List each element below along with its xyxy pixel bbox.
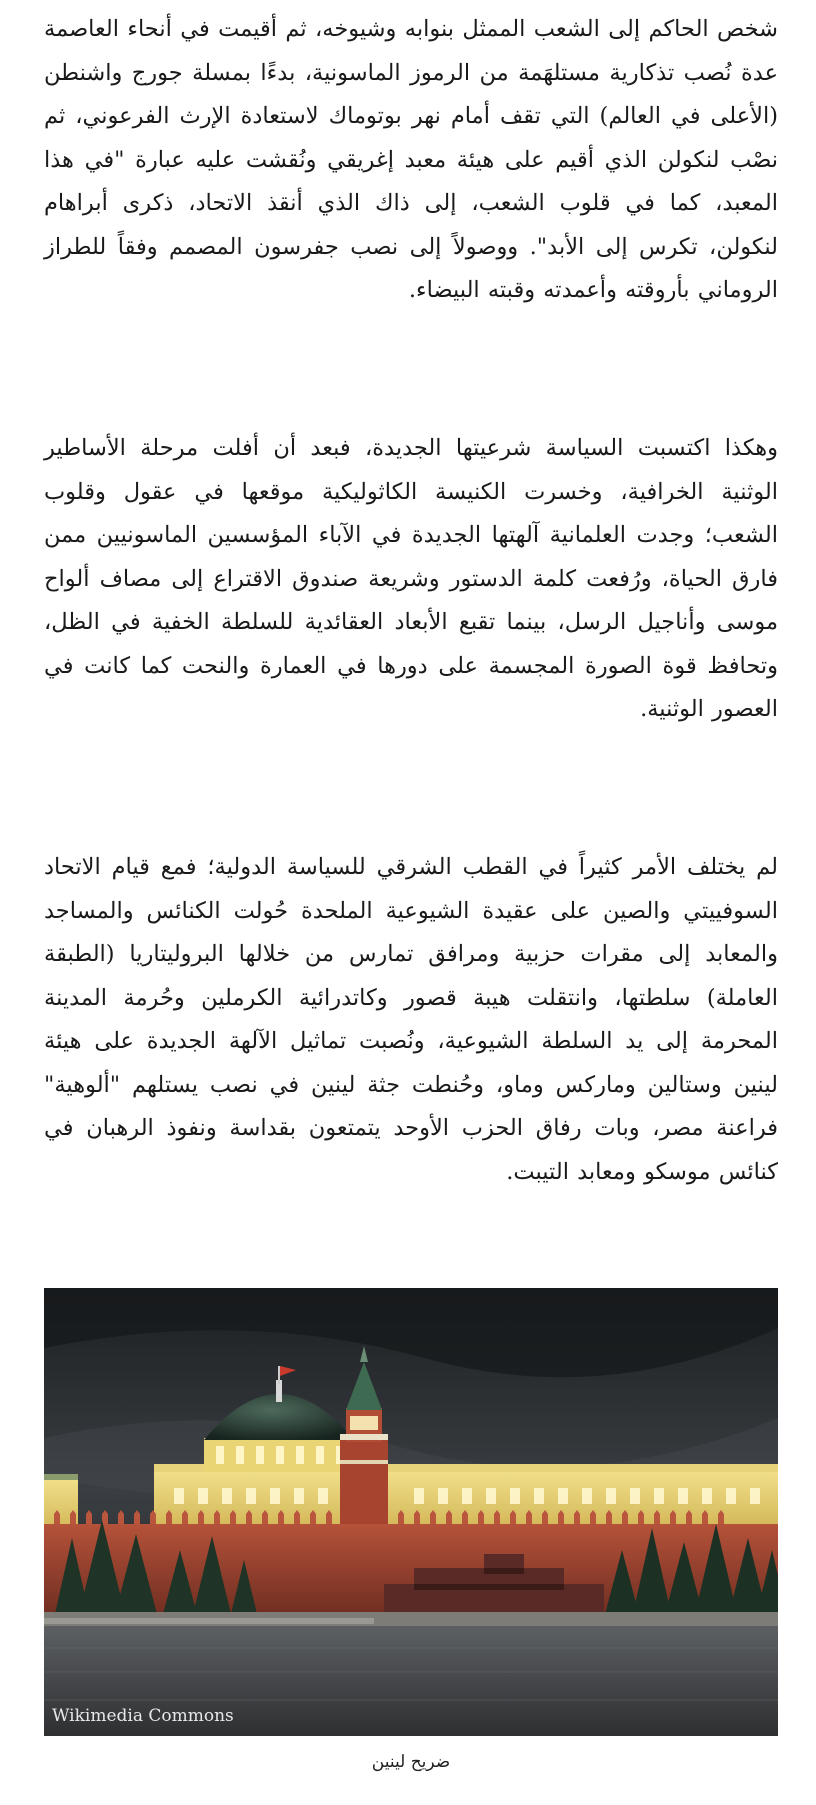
photo-credit: Wikimedia Commons <box>52 1706 234 1726</box>
paragraph-1: شخص الحاكم إلى الشعب الممثل بنوابه وشيوخه، ثم أقيمت في أنحاء العاصمة عدة نُصب تذكارية مستلهَمة من الرموز الماسونية، بدءًا بمسلة جورج واشنطن (الأعلى في العالم) التي تقف أمام نهر بوتوماك لاستعادة الإرث الفرعوني، ثم نصْب لنكولن الذي أقيم على هيئة معبد إغريقي ونُقشت عليه عبارة "في هذا المعبد، كما في قلوب الشعب، إلى ذاك الذي أنقذ الاتحاد، ذكرى أبراهام لنكولن، تكرس إلى الأبد". ووصولاً إلى نصب جفرسون المصمم وفقاً للطراز الروماني بأروقته وأعمدته وقبته البيضاء. <box>44 16 778 303</box>
paragraph-3: لم يختلف الأمر كثيراً في القطب الشرقي للسياسة الدولية؛ فمع قيام الاتحاد السوفييتي والصين على عقيدة الشيوعية الملحدة حُولت الكنائس والمساجد والمعابد إلى مقرات حزبية ومرافق تمارس من خلالها البروليتاريا (الطبقة العاملة) سلطتها، وانتقلت هيبة قصور وكاتدرائية الكرملين وحُرمة المدينة المحرمة إلى يد السلطة الشيوعية، ونُصبت تماثيل الآلهة الجديدة على هيئة لينين وستالين وماركس وماو، وحُنطت جثة لينين في نصب يستلهم "ألوهية" فراعنة مصر، وبات رفاق الحزب الأوحد يتمتعون بقداسة ونفوذ الرهبان في كنائس موسكو ومعابد التيبت. <box>44 854 778 1185</box>
photo-caption: ضريح لينين <box>371 1752 451 1772</box>
paragraph-2: وهكذا اكتسبت السياسة شرعيتها الجديدة، فبعد أن أفلت مرحلة الأساطير الوثنية الخرافية، وخسرت الكنيسة الكاثوليكية موقعها في عقول وقلوب الشعب؛ وجدت العلمانية آلهتها الجديدة في الآباء المؤسسين الماسونيين ممن فارق الحياة، ورُفعت كلمة الدستور وشريعة صندوق الاقتراع إلى مصاف ألواح موسى وأناجيل الرسل، بينما تقبع الأبعاد العقائدية للسلطة الخفية في الظل، وتحافظ قوة الصورة المجسمة على دورها في العمارة والنحت كما كانت في العصور الوثنية. <box>44 435 778 722</box>
lenin-mausoleum-photo <box>44 1288 778 1736</box>
kremlin-night-illustration <box>44 1288 778 1736</box>
